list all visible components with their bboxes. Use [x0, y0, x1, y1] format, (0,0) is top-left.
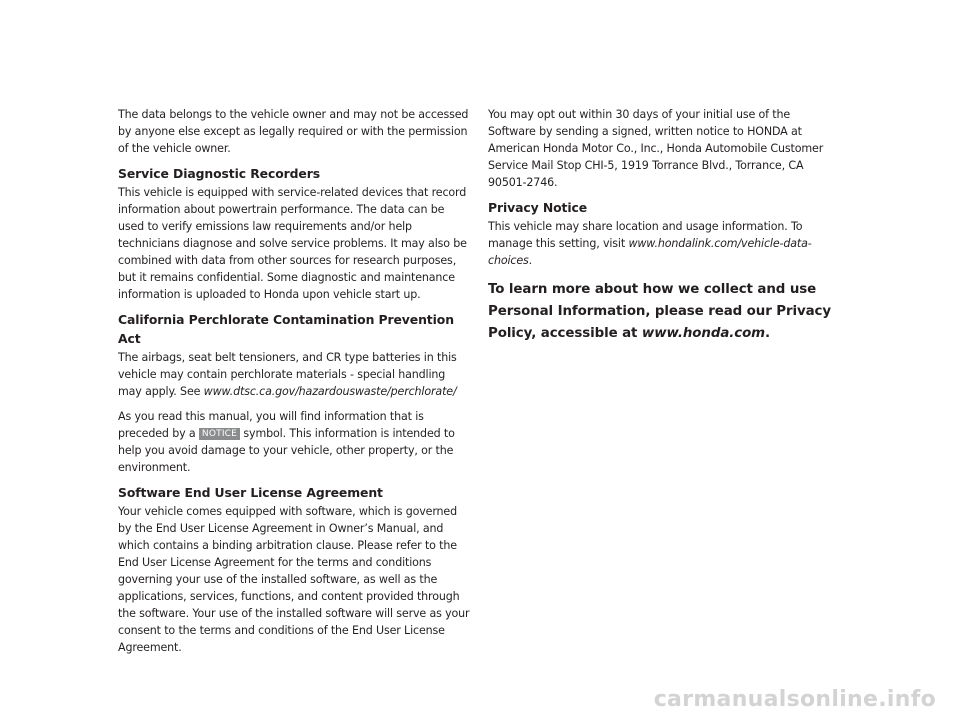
sdr-heading: Service Diagnostic Recorders: [118, 166, 320, 181]
notice-paragraph: [118, 408, 470, 476]
notice-badge: NOTICE: [199, 428, 240, 440]
honda-link[interactable]: www.honda.com: [641, 326, 766, 341]
dtsc-link[interactable]: www.dtsc.ca.gov/hazardouswaste/perchlorate/: [203, 385, 457, 398]
sdr-paragraph: This vehicle is equipped with service-related devices that record information about powertrain performance. The data can be used to verify emissions law requirements and/or help technicians diagnose and solve service problems. It may also be combined with data from other sources for research purposes, but it remains confidential. Some diagnostic and maintenance information is uploaded to Honda upon vehicle start up.: [118, 186, 467, 301]
privacy-text: This vehicle may share location and usage information. To manage this setting, visit: [488, 220, 803, 250]
callout-suffix: .: [765, 326, 771, 341]
opt-out-paragraph: You may opt out within 30 days of your initial use of the Software by sending a signed, written notice to HONDA at American Honda Motor Co., Inc., Honda Automobile Customer Service Mail Stop CHI-5, 1919 Torrance Blvd., Torrance, CA 90501-2746.: [488, 108, 824, 189]
eula-paragraph: Your vehicle comes equipped with software, which is governed by the End User License Agreement in Owner’s Manual, and which contains a binding arbitration clause. Please refer to the End User License Agreement for the terms and conditions governing your use of the installed software, as well as the applications, services, functions, and content provided through the software. Your use of the installed software will serve as your consent to the terms and conditions of the End User License Agreement.: [118, 505, 470, 654]
hondalink-link[interactable]: www.hondalink.com/vehicle-data-choices: [488, 237, 812, 267]
perchlorate-paragraph: [118, 349, 470, 400]
privacy-paragraph: [488, 218, 833, 269]
perchlorate-text: The airbags, seat belt tensioners, and CR type batteries in this vehicle may contain perchlorate materials - special handling may apply. See: [118, 351, 457, 398]
privacy-heading: Privacy Notice: [488, 200, 588, 215]
notice-text-after: symbol. This information is intended to help you avoid damage to your vehicle, other property, or the environment.: [118, 427, 455, 474]
left-column: [118, 106, 470, 656]
callout-text: To learn more about how we collect and use Personal Information, please read our Privacy Policy, accessible at: [488, 282, 832, 341]
privacy-suffix: .: [528, 254, 533, 267]
privacy-policy-callout: [488, 279, 833, 345]
data-ownership-paragraph: The data belongs to the vehicle owner and may not be accessed by anyone else except as legally required or with the permission of the vehicle owner.: [118, 108, 469, 155]
eula-heading: Software End User License Agreement: [118, 485, 383, 500]
right-column: [488, 106, 833, 345]
watermark-logo: carmanualsonline.info: [653, 687, 936, 712]
perchlorate-heading: California Perchlorate Contamination Prevention Act: [118, 312, 454, 346]
notice-text-before: As you read this manual, you will find information that is preceded by a: [118, 410, 424, 440]
